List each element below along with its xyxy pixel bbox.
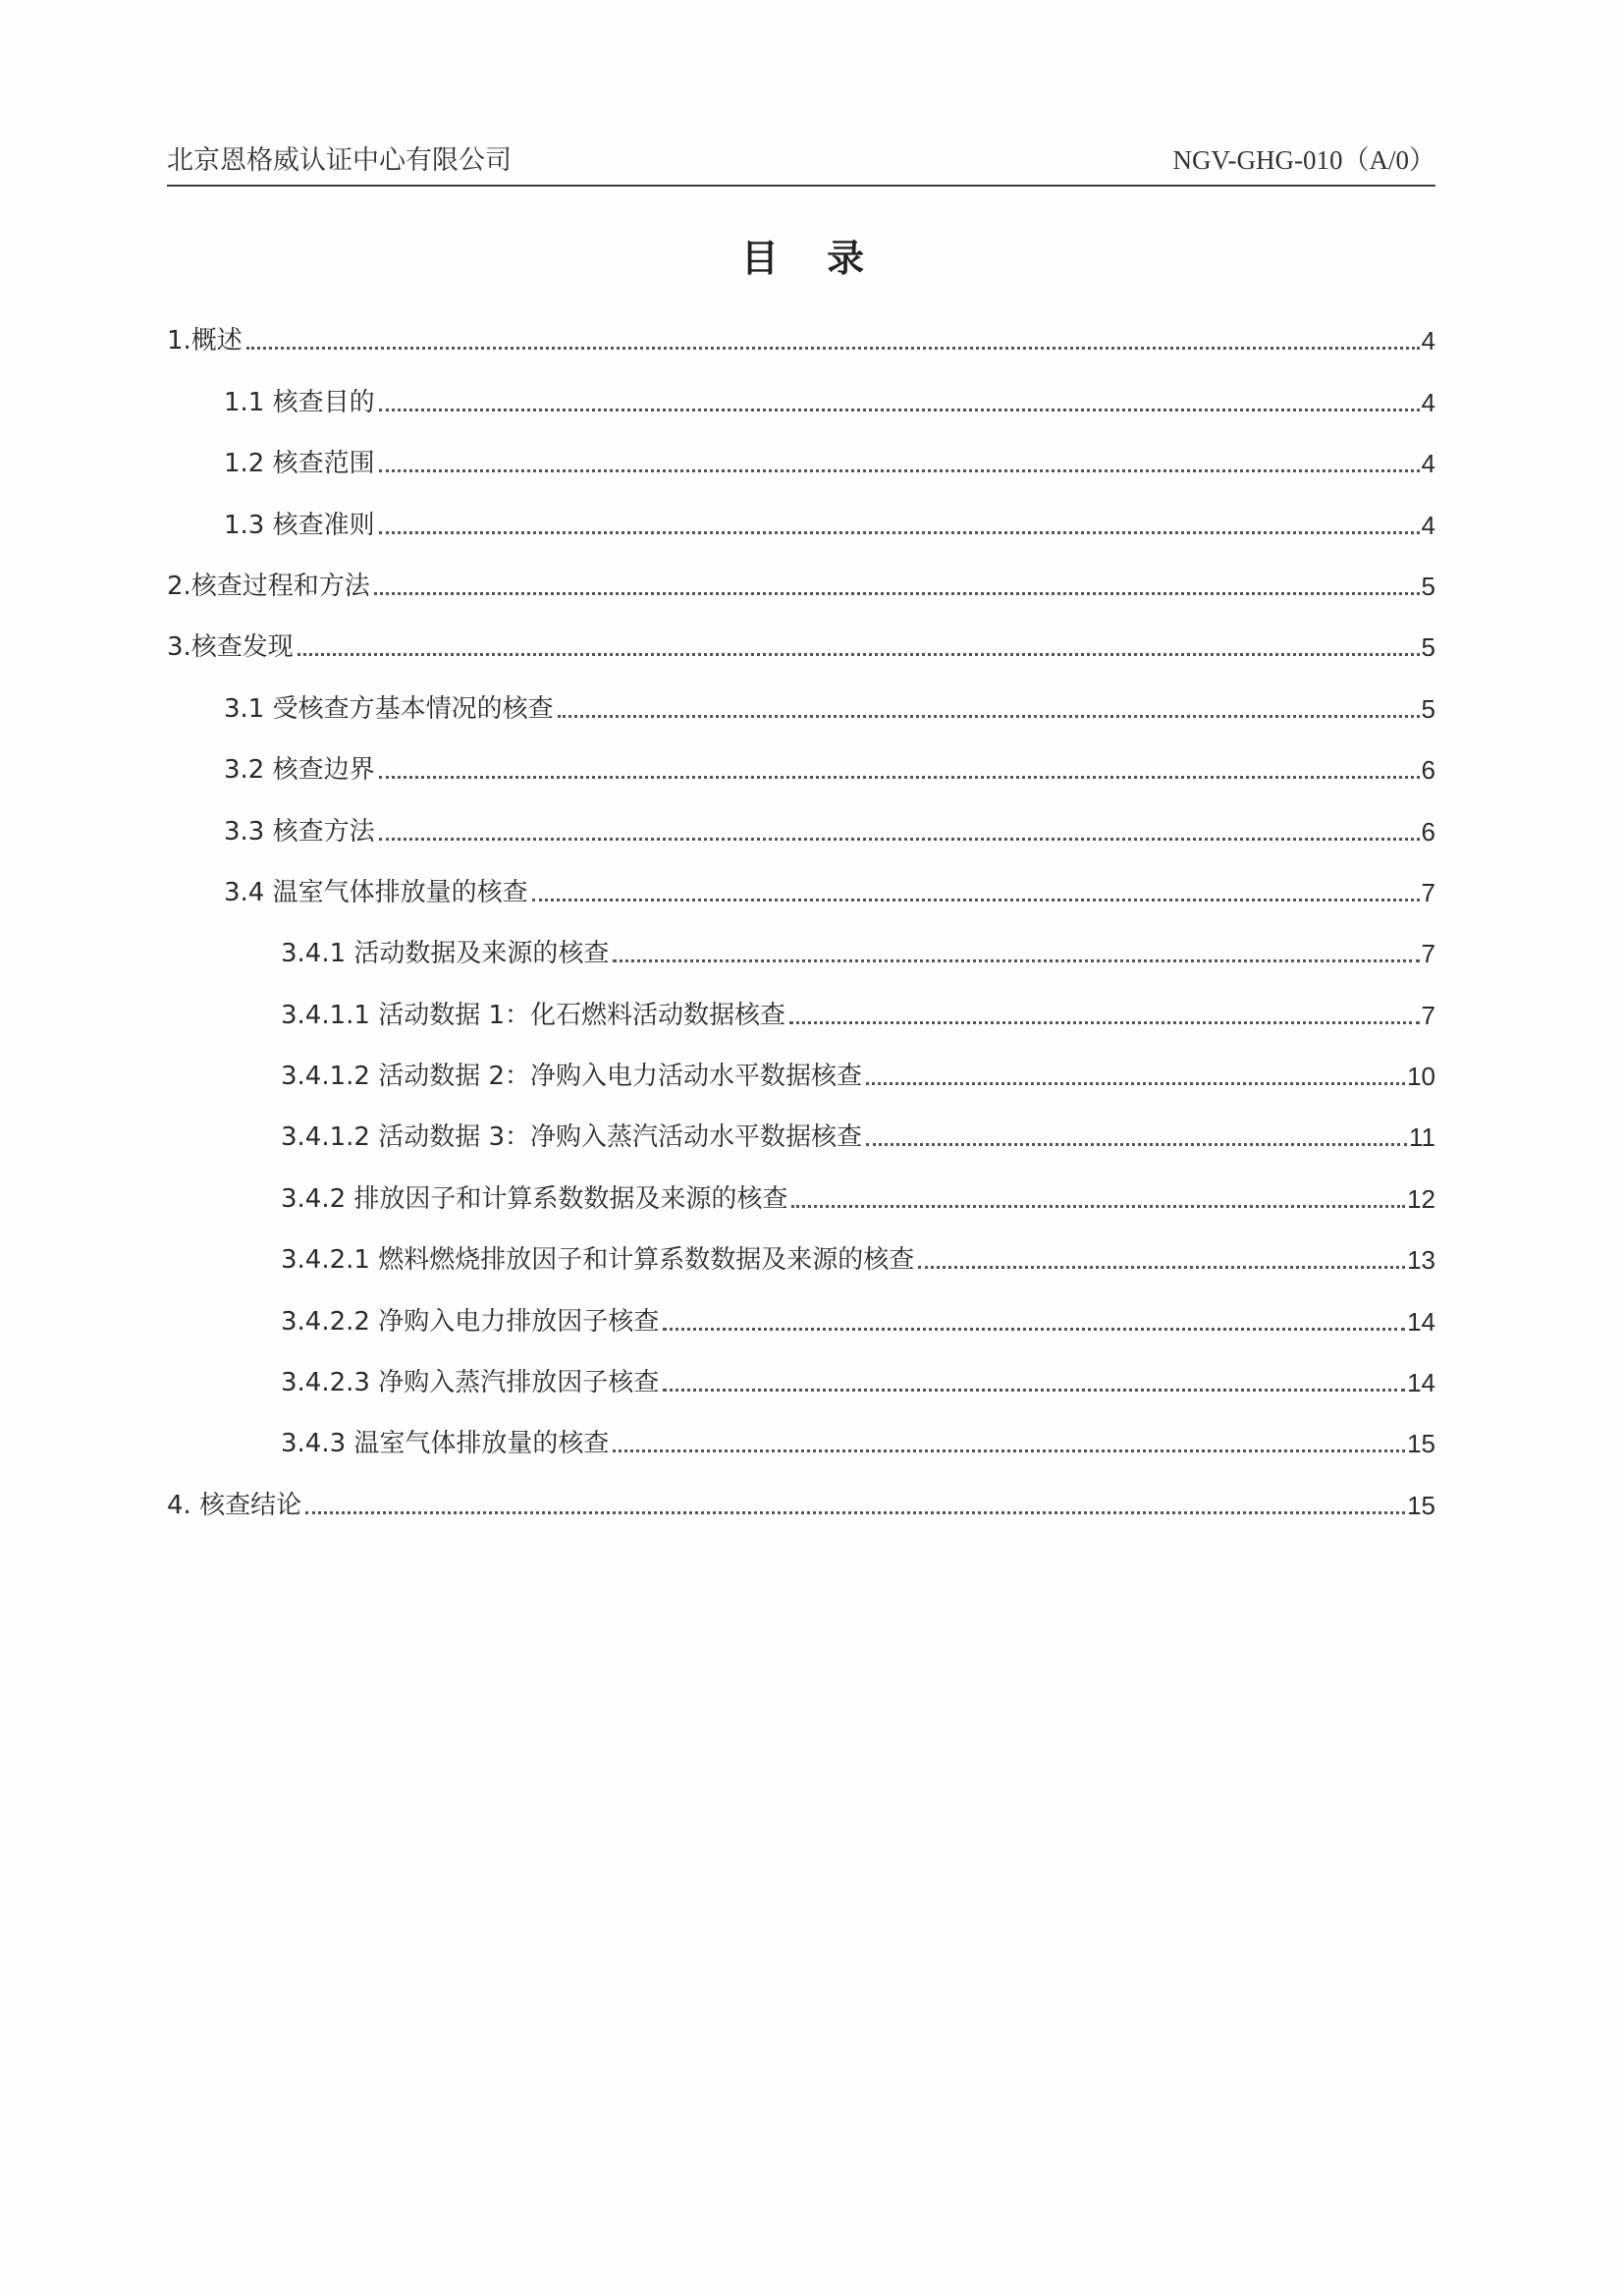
toc-leader-dots bbox=[663, 1328, 1405, 1331]
toc-leader-dots bbox=[379, 838, 1420, 841]
toc-entry-label: 3.4.1.2 活动数据 3：净购入蒸汽活动水平数据核查 bbox=[281, 1122, 863, 1153]
toc-entry-page-number: 10 bbox=[1407, 1062, 1435, 1092]
toc-entry[interactable] bbox=[167, 355, 1435, 416]
toc-leader-dots bbox=[379, 531, 1420, 534]
toc-entry-label: 3.4.3 温室气体排放量的核查 bbox=[281, 1429, 610, 1459]
toc-entry[interactable] bbox=[167, 1275, 1435, 1336]
toc-entry[interactable] bbox=[167, 1458, 1435, 1519]
toc-leader-dots bbox=[613, 1449, 1405, 1452]
toc-leader-dots bbox=[379, 776, 1420, 779]
toc-entry-label: 1.概述 bbox=[167, 326, 243, 356]
toc-leader-dots bbox=[866, 1143, 1407, 1146]
toc-title: 目 录 bbox=[740, 237, 883, 280]
toc-entry-page-number: 6 bbox=[1421, 755, 1435, 786]
toc-entry-page-number: 15 bbox=[1407, 1490, 1435, 1520]
toc-entry[interactable] bbox=[167, 478, 1435, 539]
toc-entry[interactable] bbox=[167, 662, 1435, 723]
toc-entry-page-number: 7 bbox=[1421, 1000, 1435, 1030]
company-name: 北京恩格威认证中心有限公司 bbox=[167, 145, 512, 176]
toc-entry[interactable] bbox=[167, 847, 1435, 907]
page-header bbox=[167, 137, 1435, 187]
toc-entry[interactable] bbox=[167, 968, 1435, 1029]
toc-entry-label: 3.4.1.1 活动数据 1：化石燃料活动数据核查 bbox=[281, 1000, 786, 1030]
toc-entry-label: 3.4.2.3 净购入蒸汽排放因子核查 bbox=[281, 1368, 660, 1398]
toc-entry-label: 4. 核查结论 bbox=[167, 1490, 302, 1520]
toc-entry-page-number: 12 bbox=[1407, 1183, 1435, 1214]
toc-leader-dots bbox=[791, 1205, 1405, 1208]
toc-entry-page-number: 4 bbox=[1421, 510, 1435, 540]
table-of-contents bbox=[167, 295, 1435, 1520]
toc-leader-dots bbox=[918, 1266, 1405, 1269]
toc-entry-label: 3.4 温室气体排放量的核查 bbox=[224, 877, 528, 907]
toc-entry[interactable] bbox=[167, 1337, 1435, 1397]
toc-entry-label: 1.1 核查目的 bbox=[224, 387, 375, 417]
toc-entry-page-number: 13 bbox=[1407, 1245, 1435, 1276]
toc-entry-page-number: 11 bbox=[1409, 1122, 1435, 1153]
toc-entry-label: 3.4.1.2 活动数据 2：净购入电力活动水平数据核查 bbox=[281, 1062, 863, 1092]
toc-entry[interactable] bbox=[167, 1214, 1435, 1275]
toc-entry[interactable] bbox=[167, 1091, 1435, 1152]
toc-entry-page-number: 4 bbox=[1421, 326, 1435, 356]
toc-leader-dots bbox=[789, 1021, 1419, 1024]
toc-entry-label: 1.3 核查准则 bbox=[224, 510, 375, 540]
toc-entry-page-number: 4 bbox=[1421, 449, 1435, 479]
toc-entry-page-number: 5 bbox=[1421, 632, 1435, 663]
toc-leader-dots bbox=[866, 1082, 1405, 1085]
toc-entry-page-number: 14 bbox=[1407, 1368, 1435, 1398]
toc-entry-label: 2.核查过程和方法 bbox=[167, 571, 370, 601]
toc-leader-dots bbox=[663, 1389, 1405, 1392]
toc-entry-label: 3.4.2.1 燃料燃烧排放因子和计算系数数据及来源的核查 bbox=[281, 1245, 915, 1276]
toc-entry-page-number: 14 bbox=[1407, 1306, 1435, 1337]
toc-entry-page-number: 5 bbox=[1421, 693, 1435, 724]
toc-entry-label: 3.核查发现 bbox=[167, 632, 294, 663]
toc-entry[interactable] bbox=[167, 907, 1435, 968]
toc-leader-dots bbox=[379, 469, 1420, 472]
toc-entry-page-number: 7 bbox=[1421, 877, 1435, 907]
toc-leader-dots bbox=[298, 653, 1420, 656]
toc-entry[interactable] bbox=[167, 1030, 1435, 1091]
toc-entry[interactable] bbox=[167, 1152, 1435, 1213]
toc-entry[interactable] bbox=[167, 417, 1435, 478]
toc-leader-dots bbox=[613, 959, 1419, 962]
toc-entry[interactable] bbox=[167, 601, 1435, 662]
toc-entry[interactable] bbox=[167, 785, 1435, 846]
toc-entry-page-number: 7 bbox=[1421, 939, 1435, 969]
toc-entry-label: 3.4.2 排放因子和计算系数数据及来源的核查 bbox=[281, 1183, 788, 1214]
toc-entry[interactable] bbox=[167, 540, 1435, 601]
toc-entry-page-number: 5 bbox=[1421, 571, 1435, 601]
toc-leader-dots bbox=[558, 715, 1420, 718]
toc-entry-label: 3.1 受核查方基本情况的核查 bbox=[224, 693, 554, 724]
toc-leader-dots bbox=[305, 1511, 1405, 1514]
toc-entry-page-number: 6 bbox=[1421, 816, 1435, 847]
document-number: NGV-GHG-010（A/0） bbox=[1172, 145, 1435, 175]
toc-leader-dots bbox=[532, 899, 1420, 902]
toc-entry-label: 3.4.1 活动数据及来源的核查 bbox=[281, 939, 610, 969]
toc-entry-label: 3.3 核查方法 bbox=[224, 816, 375, 847]
toc-entry[interactable] bbox=[167, 295, 1435, 355]
toc-entry-label: 1.2 核查范围 bbox=[224, 449, 375, 479]
toc-entry-label: 3.4.2.2 净购入电力排放因子核查 bbox=[281, 1306, 660, 1337]
toc-entry[interactable] bbox=[167, 1397, 1435, 1458]
toc-entry-label: 3.2 核查边界 bbox=[224, 755, 375, 786]
toc-entry-page-number: 15 bbox=[1407, 1429, 1435, 1459]
toc-leader-dots bbox=[379, 409, 1420, 411]
toc-entry-page-number: 4 bbox=[1421, 387, 1435, 417]
toc-entry[interactable] bbox=[167, 724, 1435, 785]
toc-leader-dots bbox=[246, 347, 1420, 350]
toc-leader-dots bbox=[374, 592, 1420, 595]
